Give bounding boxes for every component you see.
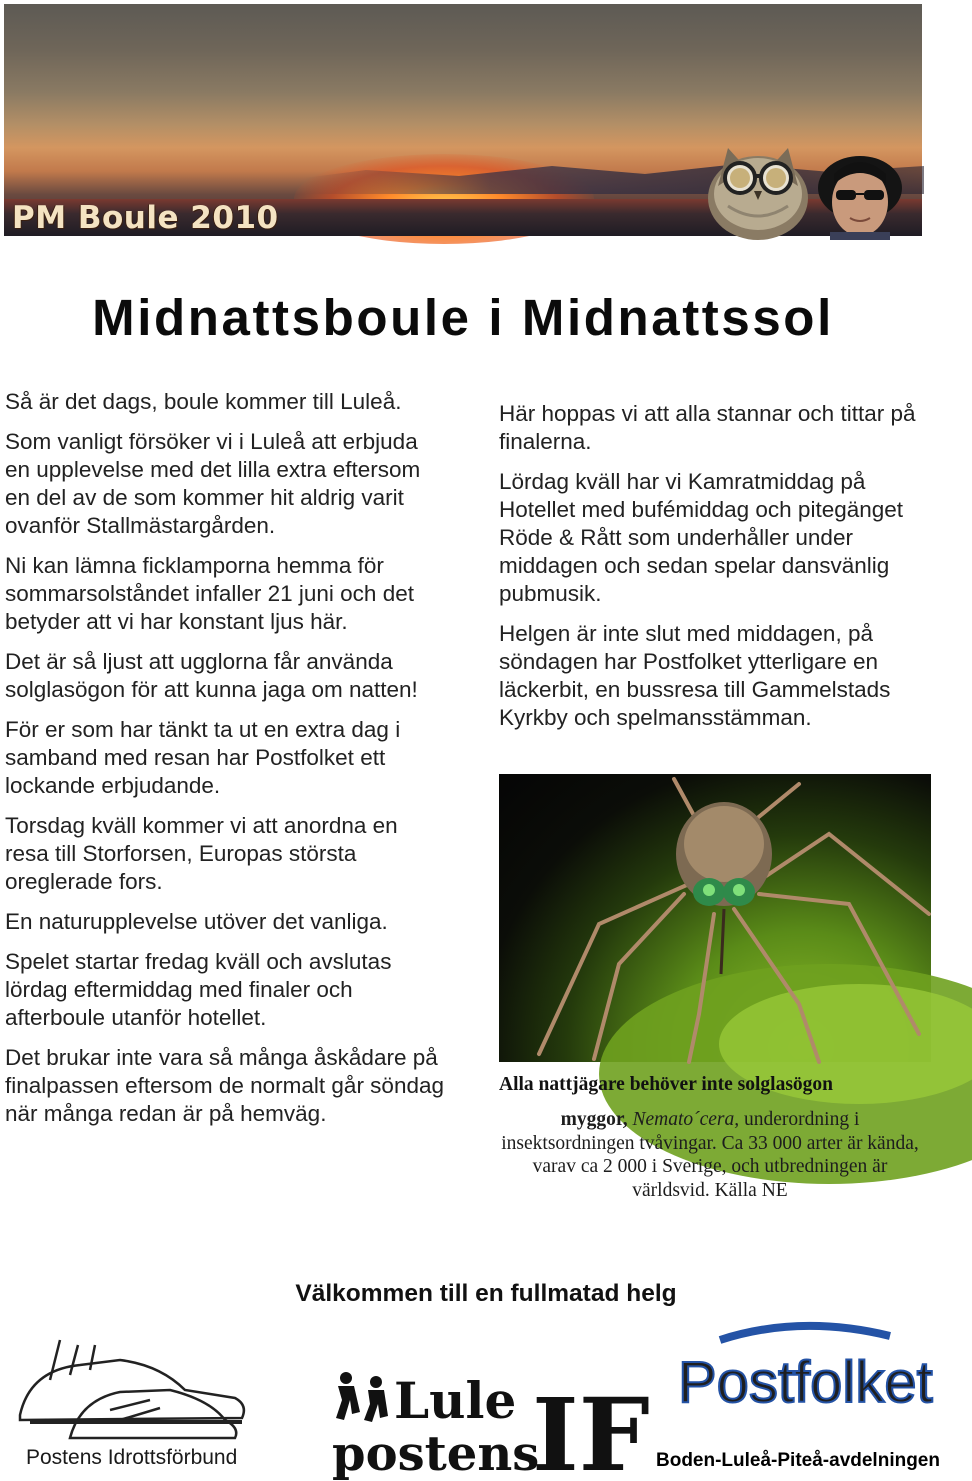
paragraph: Torsdag kväll kommer vi att anordna en resa till Storforsen, Europas största oreglerade fors. <box>5 813 398 894</box>
left-column <box>5 388 445 1140</box>
paragraph: Lördag kväll har vi Kamratmiddag på Hotellet med bufémiddag och pitegänget Röde & Rått som underhåller under middagen och sedan spelar dansvänlig pubmusik. <box>499 469 904 606</box>
pif-logo-text: Postens Idrottsförbund <box>26 1446 238 1469</box>
caption-term: myggor, <box>560 1109 628 1130</box>
paragraph: Här hoppas vi att alla stannar och tittar på finalerna. <box>499 401 916 454</box>
caption-title: Alla nattjägare behöver inte solglasögon <box>499 1074 834 1095</box>
right-column <box>499 400 939 744</box>
banner-image <box>4 4 922 236</box>
paragraph: Ni kan lämna ficklamporna hemma för sommarsolståndet infaller 21 juni och det betyder att vi har konstant ljus här. <box>5 553 414 634</box>
caption-text: underordning i insektsordningen tvåvingar. Ca 33 000 arter är kända, varav ca 2 000 i Sverige, och utbredningen är världsvid. Källa NE <box>501 1109 919 1201</box>
paragraph: Det är så ljust att ugglorna får använda solglasögon för att kunna jaga om natten! <box>5 649 418 702</box>
region-text: Boden-Luleå-Piteå-avdelningen <box>656 1450 940 1471</box>
page-title: Midnattsboule i Midnattssol <box>92 289 834 346</box>
luleif-bottom: postens <box>332 1426 540 1481</box>
person-with-sunglasses-icon <box>812 154 908 240</box>
postfolket-logo <box>660 1322 950 1432</box>
caption-latin: Nemato´cera, <box>632 1109 740 1130</box>
postfolket-wordmark: Postfolket <box>678 1350 933 1415</box>
luleif-top: Lule <box>394 1371 517 1430</box>
mosquito-photo <box>499 774 931 1062</box>
paragraph: Helgen är inte slut med middagen, på söndagen har Postfolket ytterligare en läckerbit, en bussresa till Gammelstads Kyrkby och spelmansstämman. <box>499 621 891 730</box>
paragraph: Det brukar inte vara så många åskådare på finalpassen eftersom de normalt går söndag när många redan är på hemväg. <box>5 1045 445 1126</box>
paragraph: Som vanligt försöker vi i Luleå att erbjuda en upplevelse med det lilla extra eftersom en del av de som kommer hit aldrig varit ovanför Stallmästargården. <box>5 429 421 538</box>
welcome-text: Välkommen till en fullmatad helg <box>295 1280 677 1307</box>
paragraph: Spelet startar fredag kväll och avslutas lördag eftermiddag med finaler och afterboule utanför hotellet. <box>5 949 392 1030</box>
paragraph: Så är det dags, boule kommer till Luleå. <box>5 389 402 414</box>
paragraph: En naturupplevelse utöver det vanliga. <box>5 909 388 934</box>
paragraph: För er som har tänkt ta ut en extra dag i samband med resan har Postfolket ett lockande erbjudande. <box>5 717 401 798</box>
caption-body <box>500 1108 920 1202</box>
owl-with-sunglasses-icon <box>698 136 818 236</box>
luleif-suffix: IF <box>532 1376 650 1481</box>
banner-title: PM Boule 2010 <box>12 200 279 236</box>
running-shoes-logo <box>10 1320 250 1445</box>
mosquito-icon <box>499 774 931 1062</box>
lule-postens-if-logo <box>332 1360 650 1481</box>
